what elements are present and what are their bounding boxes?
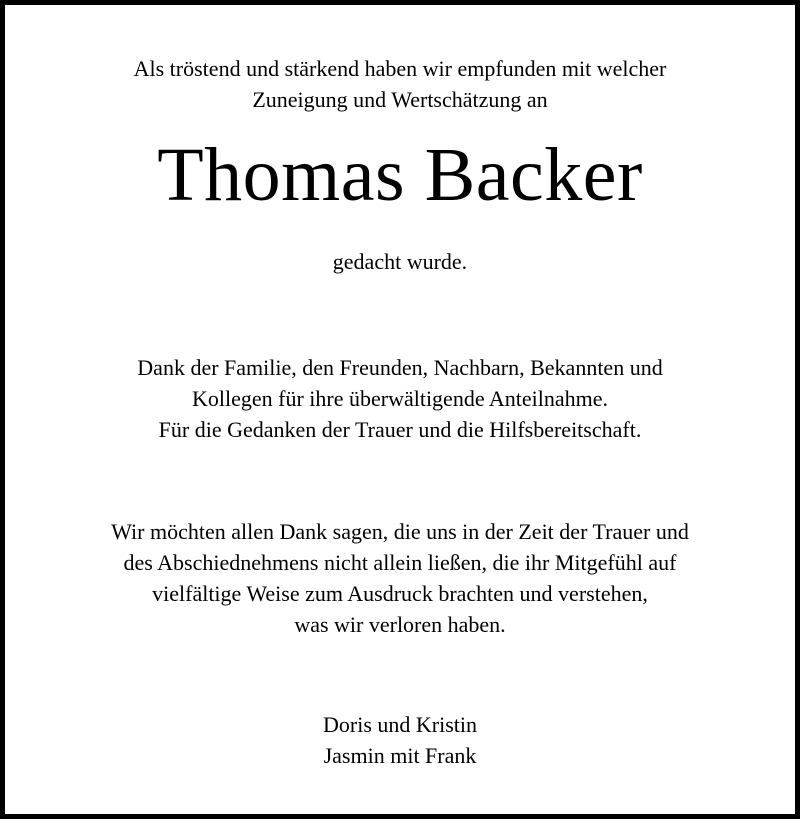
thanks-line: was wir verloren haben. [294, 612, 506, 637]
intro-text [25, 53, 775, 115]
thanks-line: Dank der Familie, den Freunden, Nachbarn, Bekannten und [137, 355, 663, 380]
signature-line: Jasmin mit Frank [323, 743, 477, 768]
thanks-line: Für die Gedanken der Trauer und die Hilfsbereitschaft. [158, 417, 642, 442]
signature-line: Doris und Kristin [323, 712, 477, 737]
intro-line: Zuneigung und Wertschätzung an [252, 87, 548, 112]
after-name-line: gedacht wurde. [332, 249, 468, 274]
deceased-name: Thomas Backer [157, 133, 643, 217]
signatures [25, 709, 775, 771]
after-name-text [25, 246, 775, 277]
thanks-paragraph-1 [25, 352, 775, 445]
thanks-line: des Abschiednehmens nicht allein ließen, die ihr Mitgefühl auf [123, 550, 677, 575]
thanks-line: Kollegen für ihre überwältigende Anteilnahme. [191, 386, 609, 411]
thanks-line: Wir möchten allen Dank sagen, die uns in der Zeit der Trauer und [111, 519, 689, 544]
thanks-line: vielfältige Weise zum Ausdruck brachten und verstehen, [152, 581, 648, 606]
intro-line: Als tröstend und stärkend haben wir empfunden mit welcher [133, 56, 667, 81]
thanks-paragraph-2 [25, 516, 775, 640]
